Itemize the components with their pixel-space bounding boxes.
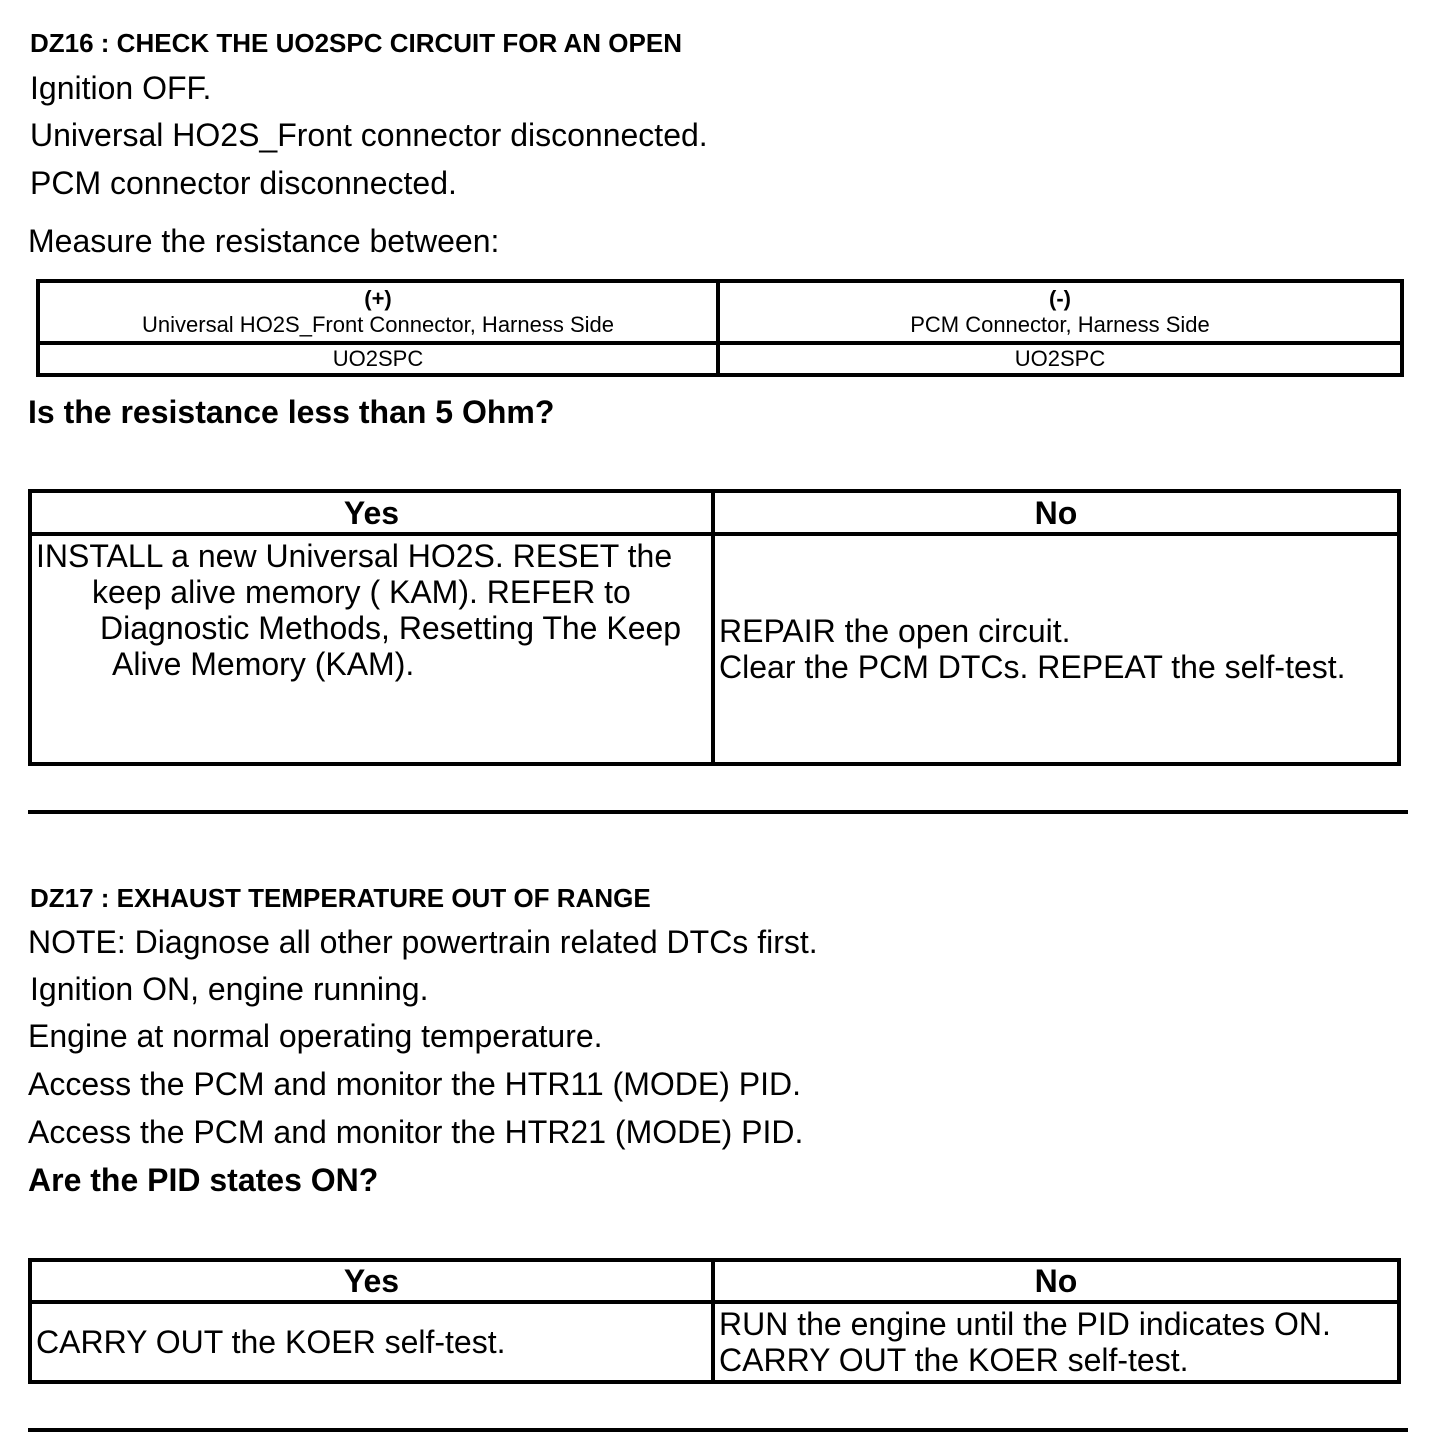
- section-divider-2: [28, 1428, 1408, 1432]
- section-divider-1: [28, 810, 1408, 814]
- dz16-yes-line-2: keep alive memory ( KAM). REFER to: [92, 574, 631, 610]
- dz16-measure-table: [36, 279, 1404, 377]
- dz17-decision-table: [28, 1258, 1401, 1384]
- dz16-no-cell: [713, 534, 1399, 764]
- dz17-step-5: Access the PCM and monitor the HTR21 (MODE) PID.: [28, 1114, 804, 1150]
- measure-pos-header: Universal HO2S_Front Connector, Harness Side: [142, 312, 614, 337]
- dz17-step-2: Ignition ON, engine running.: [30, 971, 429, 1007]
- dz17-title: DZ17 : EXHAUST TEMPERATURE OUT OF RANGE: [30, 883, 651, 913]
- dz17-step-4: Access the PCM and monitor the HTR11 (MODE) PID.: [28, 1066, 801, 1102]
- dz17-no-cell: [713, 1302, 1399, 1382]
- dz16-step-3: PCM connector disconnected.: [30, 165, 457, 201]
- dz17-step-1: NOTE: Diagnose all other powertrain related DTCs first.: [28, 924, 818, 960]
- dz16-decision-table: [28, 489, 1401, 766]
- dz16-yes-line-4: Alive Memory (KAM).: [112, 646, 415, 682]
- dz17-no-header: No: [713, 1260, 1399, 1302]
- dz16-no-header: No: [713, 491, 1399, 534]
- dz17-question: Are the PID states ON?: [28, 1162, 379, 1198]
- dz16-no-line-2: Clear the PCM DTCs. REPEAT the self-test.: [719, 649, 1346, 685]
- dz16-yes-line-3: Diagnostic Methods, Resetting The Keep: [100, 610, 682, 646]
- dz16-step-2: Universal HO2S_Front connector disconnected.: [30, 117, 708, 153]
- dz17-no-line-2: CARRY OUT the KOER self-test.: [719, 1342, 1189, 1378]
- dz16-yes-line-1: INSTALL a new Universal HO2S. RESET the: [36, 538, 673, 574]
- measure-neg-value: UO2SPC: [718, 343, 1402, 375]
- dz16-question: Is the resistance less than 5 Ohm?: [28, 394, 555, 430]
- measure-neg-header-cell: [718, 281, 1402, 343]
- dz16-no-line-1: REPAIR the open circuit.: [719, 613, 1071, 649]
- measure-pos-value: UO2SPC: [38, 343, 718, 375]
- dz16-step-1: Ignition OFF.: [30, 70, 212, 106]
- measure-neg-symbol: (-): [1049, 286, 1071, 311]
- dz17-step-3: Engine at normal operating temperature.: [28, 1018, 603, 1054]
- measure-pos-header-cell: [38, 281, 718, 343]
- dz17-yes-cell: CARRY OUT the KOER self-test.: [30, 1302, 713, 1382]
- dz17-no-line-1: RUN the engine until the PID indicates ON.: [719, 1306, 1331, 1342]
- dz16-title: DZ16 : CHECK THE UO2SPC CIRCUIT FOR AN OPEN: [30, 28, 682, 58]
- dz17-yes-header: Yes: [30, 1260, 713, 1302]
- dz16-measure-label: Measure the resistance between:: [28, 223, 500, 259]
- dz16-yes-header: Yes: [30, 491, 713, 534]
- measure-pos-symbol: (+): [364, 286, 392, 311]
- dz16-yes-cell: [30, 534, 713, 764]
- measure-neg-header: PCM Connector, Harness Side: [910, 312, 1210, 337]
